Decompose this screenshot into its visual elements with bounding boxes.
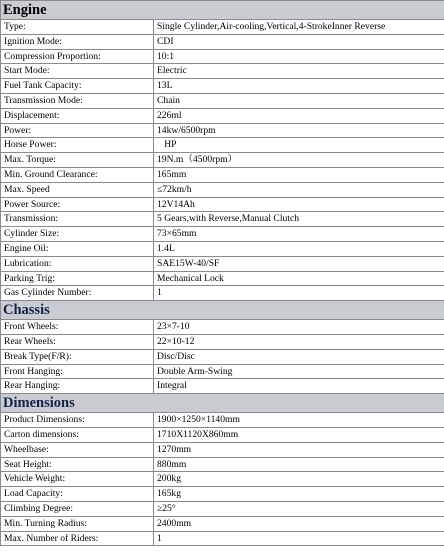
spec-row: [1, 20, 444, 35]
spec-row: [1, 427, 444, 442]
spec-label: Product Dimensions:: [1, 413, 154, 428]
spec-label: Climbing Degree:: [1, 501, 154, 516]
spec-row: [1, 79, 444, 94]
spec-row: [1, 153, 444, 168]
spec-row: [1, 334, 444, 349]
spec-value: 1270mm: [154, 442, 444, 457]
spec-value: 165mm: [154, 167, 444, 182]
spec-row: [1, 227, 444, 242]
spec-label: Carton dimensions:: [1, 427, 154, 442]
spec-value: 73×65mm: [154, 227, 444, 242]
spec-value: 19N.m（4500rpm）: [154, 153, 444, 168]
spec-value: CDI: [154, 34, 444, 49]
spec-value: 12V14Ah: [154, 197, 444, 212]
spec-value: Electric: [154, 64, 444, 79]
spec-value: 22×10-12: [154, 334, 444, 349]
spec-value: 1900×1250×1140mm: [154, 413, 444, 428]
spec-label: Transmission Mode:: [1, 93, 154, 108]
spec-label: Min. Ground Clearance:: [1, 167, 154, 182]
spec-label: Start Mode:: [1, 64, 154, 79]
spec-label: Front Hanging:: [1, 364, 154, 379]
spec-row: [1, 108, 444, 123]
spec-row: [1, 241, 444, 256]
spec-label: Load Capacity:: [1, 487, 154, 502]
spec-value: Double Arm-Swing: [154, 364, 444, 379]
spec-label: Power:: [1, 123, 154, 138]
spec-row: [1, 93, 444, 108]
spec-row: [1, 364, 444, 379]
spec-value: Integral: [154, 379, 444, 394]
spec-row: [1, 212, 444, 227]
spec-row: [1, 413, 444, 428]
spec-label: Max. Torque:: [1, 153, 154, 168]
spec-label: Fuel Tank Capacity:: [1, 79, 154, 94]
section-header-chassis: [1, 301, 444, 320]
spec-label: Wheelbase:: [1, 442, 154, 457]
spec-row: [1, 182, 444, 197]
spec-row: [1, 457, 444, 472]
section-header-engine: [1, 1, 444, 20]
spec-value: 1: [154, 286, 444, 301]
spec-value: 5 Gears,with Reverse,Manual Clutch: [154, 212, 444, 227]
spec-row: [1, 256, 444, 271]
spec-row: [1, 516, 444, 531]
spec-label: Lubrication:: [1, 256, 154, 271]
spec-label: Max. Speed: [1, 182, 154, 197]
spec-label: Compression Proportion:: [1, 49, 154, 64]
spec-value: 1710X1120X860mm: [154, 427, 444, 442]
spec-row: [1, 138, 444, 153]
spec-value: 1: [154, 531, 444, 546]
spec-row: [1, 197, 444, 212]
spec-label: Horse Power:: [1, 138, 154, 153]
section-title: Engine: [1, 1, 444, 20]
spec-label: Transmission:: [1, 212, 154, 227]
spec-value: Chain: [154, 93, 444, 108]
spec-label: Ignition Mode:: [1, 34, 154, 49]
section-title: Chassis: [1, 301, 444, 320]
spec-value: SAE15W-40/SF: [154, 256, 444, 271]
spec-value: 165kg: [154, 487, 444, 502]
spec-value: 23×7-10: [154, 320, 444, 335]
spec-label: Seat Height:: [1, 457, 154, 472]
spec-row: [1, 531, 444, 546]
spec-label: Front Wheels:: [1, 320, 154, 335]
spec-label: Break Type(F/R):: [1, 349, 154, 364]
spec-value: ≤72km/h: [154, 182, 444, 197]
spec-value: Single Cylinder,Air-cooling,Vertical,4-StrokeInner Reverse: [154, 20, 444, 35]
spec-table-body: [1, 1, 444, 546]
section-title: Dimensions: [1, 394, 444, 413]
spec-label: Max. Number of Riders:: [1, 531, 154, 546]
spec-row: [1, 501, 444, 516]
spec-value: Mechanical Lock: [154, 271, 444, 286]
spec-row: [1, 167, 444, 182]
spec-row: [1, 320, 444, 335]
spec-row: [1, 472, 444, 487]
spec-row: [1, 271, 444, 286]
section-header-dimensions: [1, 394, 444, 413]
spec-row: [1, 64, 444, 79]
spec-label: Power Source:: [1, 197, 154, 212]
spec-value: 226ml: [154, 108, 444, 123]
spec-label: Vehicle Weight:: [1, 472, 154, 487]
spec-label: Type:: [1, 20, 154, 35]
spec-value: 880mm: [154, 457, 444, 472]
spec-label: Parking Trig:: [1, 271, 154, 286]
spec-row: [1, 286, 444, 301]
spec-row: [1, 379, 444, 394]
spec-label: Gas Cylinder Number:: [1, 286, 154, 301]
spec-value: Disc/Disc: [154, 349, 444, 364]
spec-label: Rear Hanging:: [1, 379, 154, 394]
spec-value: 2400mm: [154, 516, 444, 531]
spec-label: Engine Oil:: [1, 241, 154, 256]
spec-row: [1, 34, 444, 49]
spec-value: 14kw/6500rpm: [154, 123, 444, 138]
spec-row: [1, 123, 444, 138]
spec-value: ≥25°: [154, 501, 444, 516]
spec-value: 10:1: [154, 49, 444, 64]
spec-value: 1.4L: [154, 241, 444, 256]
spec-row: [1, 487, 444, 502]
spec-value: 200kg: [154, 472, 444, 487]
spec-row: [1, 49, 444, 64]
spec-row: [1, 349, 444, 364]
spec-label: Displacement:: [1, 108, 154, 123]
spec-row: [1, 442, 444, 457]
spec-label: Cylinder Size:: [1, 227, 154, 242]
spec-value: 13L: [154, 79, 444, 94]
spec-label: Rear Wheels:: [1, 334, 154, 349]
spec-label: Min. Turning Radius:: [1, 516, 154, 531]
spec-value: HP: [154, 138, 444, 153]
